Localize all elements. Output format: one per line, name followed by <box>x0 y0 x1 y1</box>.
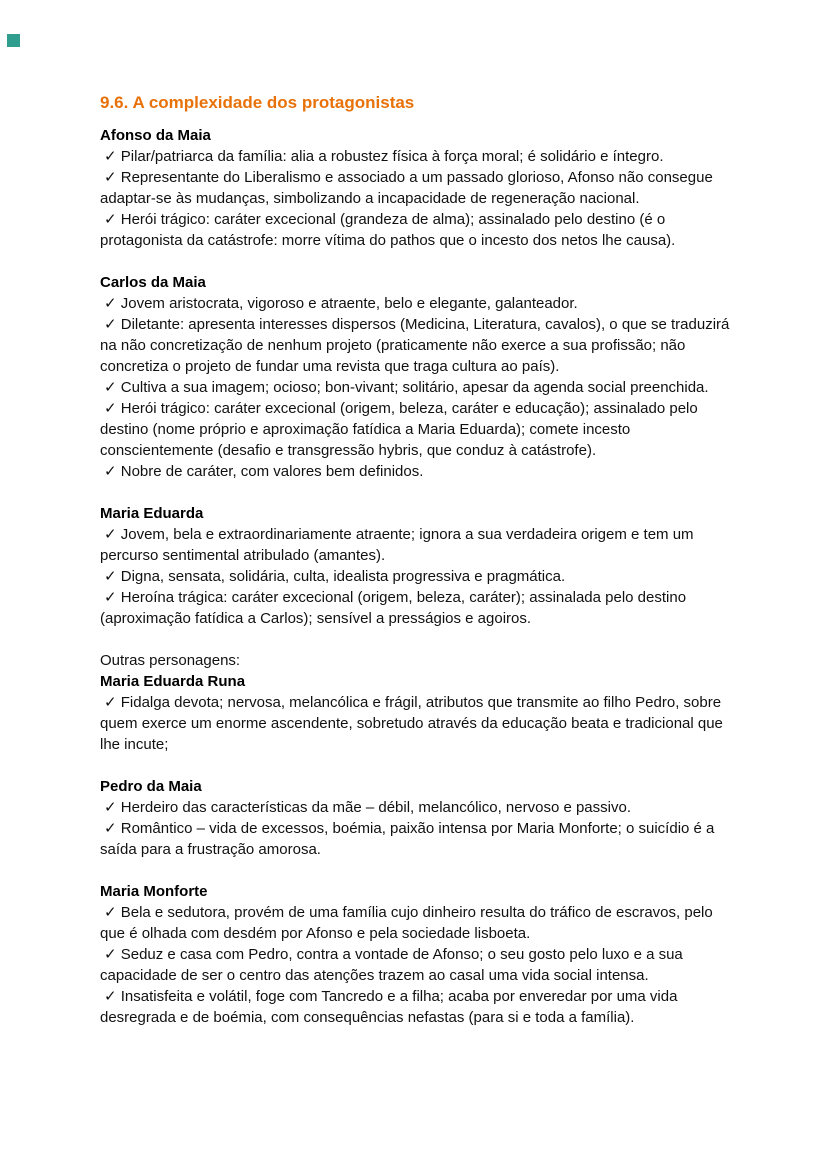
section-maria-eduarda-runa <box>100 650 734 755</box>
section-heading: Pedro da Maia <box>100 778 202 795</box>
section-heading: Maria Eduarda Runa <box>100 673 246 690</box>
bullet-item: ✓ Bela e sedutora, provém de uma família cujo dinheiro resulta do tráfico de escravos, pelo que é olhada com desdém por Afonso e pela sociedade lisboeta. <box>100 904 713 942</box>
section-maria-monforte <box>100 881 734 1028</box>
bullet-item: ✓ Heroína trágica: caráter excecional (origem, beleza, caráter); assinalada pelo destino (aproximação fatídica a Carlos); sensível a presságios e agoiros. <box>100 589 687 627</box>
document-content <box>100 92 734 1028</box>
section-heading: Maria Eduarda <box>100 505 204 522</box>
bullet-item: ✓ Cultiva a sua imagem; ocioso; bon-vivant; solitário, apesar da agenda social preenchida. <box>104 379 709 396</box>
section-maria-eduarda <box>100 503 734 629</box>
bullet-item: ✓ Nobre de caráter, com valores bem definidos. <box>104 463 424 480</box>
bullet-item: ✓ Seduz e casa com Pedro, contra a vontade de Afonso; o seu gosto pelo luxo e a sua capacidade de ser o centro das atenções trazem ao casal uma vida social intensa. <box>100 946 683 984</box>
section-carlos-da-maia <box>100 272 734 482</box>
section-heading: Maria Monforte <box>100 883 208 900</box>
section-pedro-da-maia <box>100 776 734 860</box>
bullet-item: ✓ Fidalga devota; nervosa, melancólica e frágil, atributos que transmite ao filho Pedro, sobre quem exerce um enorme ascendente, sobretudo através da educação beata e tradicional que lhe incute; <box>100 694 723 753</box>
corner-marker-icon <box>7 34 20 47</box>
bullet-item: ✓ Romântico – vida de excessos, boémia, paixão intensa por Maria Monforte; o suicídio é a saída para a frustração amorosa. <box>100 820 715 858</box>
section-heading: Carlos da Maia <box>100 274 206 291</box>
bullet-item: ✓ Herói trágico: caráter excecional (grandeza de alma); assinalado pelo destino (é o protagonista da catástrofe: morre vítima do pathos que o incesto dos netos lhe causa). <box>100 211 676 249</box>
section-afonso-da-maia <box>100 125 734 251</box>
bullet-item: ✓ Herói trágico: caráter excecional (origem, beleza, caráter e educação); assinalado pelo destino (nome próprio e aproximação fatídica a Maria Eduarda); comete incesto conscientemente (desafio e transgressão hybris, que conduz à catástrofe). <box>100 400 698 459</box>
section-intro: Outras personagens: <box>100 652 241 669</box>
bullet-item: ✓ Jovem, bela e extraordinariamente atraente; ignora a sua verdadeira origem e tem um percurso sentimental atribulado (amantes). <box>100 526 694 564</box>
page-title: 9.6. A complexidade dos protagonistas <box>100 93 415 112</box>
section-heading: Afonso da Maia <box>100 127 211 144</box>
bullet-item: ✓ Diletante: apresenta interesses dispersos (Medicina, Literatura, cavalos), o que se traduzirá na não concretização de nenhum projeto (praticamente não exerce a sua profissão; não concretiza o projeto de fundar uma revista que traga cultura ao país). <box>100 316 730 375</box>
bullet-item: ✓ Pilar/patriarca da família: alia a robustez física à força moral; é solidário e íntegro. <box>104 148 664 165</box>
bullet-item: ✓ Digna, sensata, solidária, culta, idealista progressiva e pragmática. <box>104 568 566 585</box>
bullet-item: ✓ Representante do Liberalismo e associado a um passado glorioso, Afonso não consegue adaptar-se às mudanças, simbolizando a incapacidade de regeneração nacional. <box>100 169 713 207</box>
bullet-item: ✓ Insatisfeita e volátil, foge com Tancredo e a filha; acaba por enveredar por uma vida desregrada e de boémia, com consequências nefastas (para si e toda a família). <box>100 988 678 1026</box>
bullet-item: ✓ Jovem aristocrata, vigoroso e atraente, belo e elegante, galanteador. <box>104 295 578 312</box>
bullet-item: ✓ Herdeiro das características da mãe – débil, melancólico, nervoso e passivo. <box>104 799 631 816</box>
